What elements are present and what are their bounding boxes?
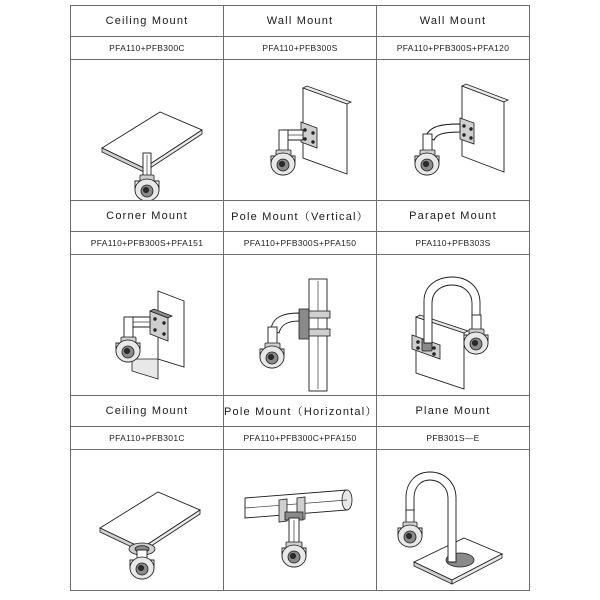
cell-title: Wall Mount	[377, 6, 530, 37]
illustration-corner-bracket	[71, 255, 224, 396]
cell-title: Pole Mount（Horizontal）	[224, 396, 377, 427]
cell-title: Parapet Mount	[377, 201, 530, 232]
table-row	[71, 232, 530, 255]
mount-chart-sheet	[70, 5, 530, 595]
table-row	[71, 450, 530, 591]
cell-code: PFA110+PFB300C	[71, 37, 224, 60]
illustration-pole-horizontal	[224, 450, 377, 591]
illustration-wall-bracket-short	[224, 60, 377, 201]
table-row	[71, 427, 530, 450]
cell-title: Ceiling Mount	[71, 6, 224, 37]
cell-code: PFB301S—E	[377, 427, 530, 450]
cell-code: PFA110+PFB300S+PFA150	[224, 232, 377, 255]
table-row	[71, 201, 530, 232]
illustration-ceiling-flush-plate	[71, 450, 224, 591]
table-row	[71, 6, 530, 37]
cell-code: PFA110+PFB300S+PFA120	[377, 37, 530, 60]
cell-title: Pole Mount（Vertical）	[224, 201, 377, 232]
cell-code: PFA110+PFB300S+PFA151	[71, 232, 224, 255]
table-row	[71, 37, 530, 60]
table-row	[71, 60, 530, 201]
cell-code: PFA110+PFB300S	[224, 37, 377, 60]
cell-title: Corner Mount	[71, 201, 224, 232]
cell-code: PFA110+PFB303S	[377, 232, 530, 255]
illustration-parapet-goose-neck	[377, 255, 530, 396]
cell-code: PFA110+PFB300C+PFA150	[224, 427, 377, 450]
illustration-pole-vertical	[224, 255, 377, 396]
cell-title: Wall Mount	[224, 6, 377, 37]
table-row	[71, 396, 530, 427]
illustration-wall-bracket-extended	[377, 60, 530, 201]
table-row	[71, 255, 530, 396]
illustration-ceiling-pendant-plate	[71, 60, 224, 201]
cell-title: Plane Mount	[377, 396, 530, 427]
cell-code: PFA110+PFB301C	[71, 427, 224, 450]
illustration-plane-goose-neck-base	[377, 450, 530, 591]
cell-title: Ceiling Mount	[71, 396, 224, 427]
mount-chart-table	[70, 5, 530, 591]
